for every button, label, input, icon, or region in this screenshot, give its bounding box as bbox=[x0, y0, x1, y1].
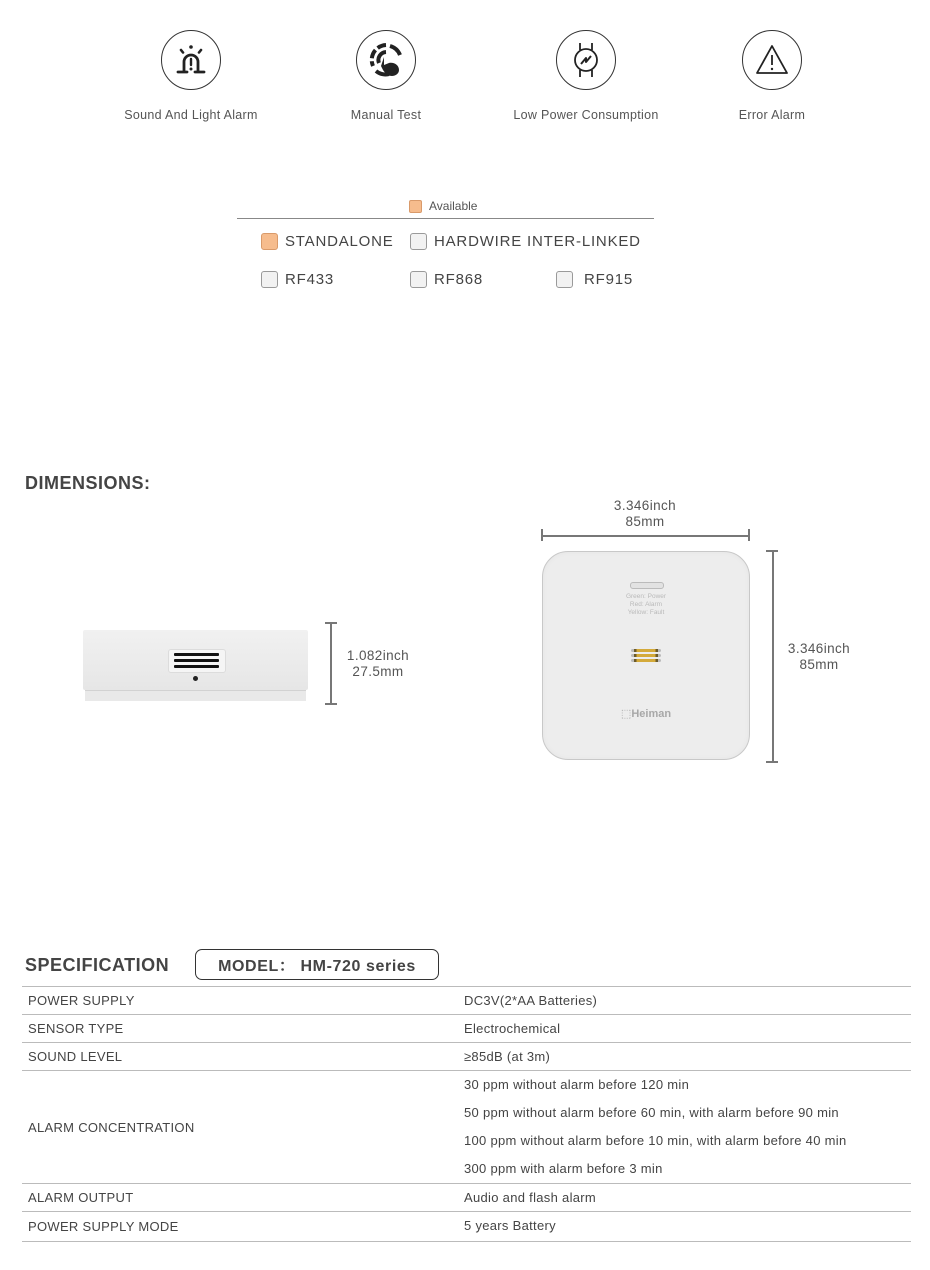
height-dimension-label: 1.082inch 27.5mm bbox=[346, 648, 410, 679]
feature-sound-light-alarm bbox=[91, 30, 291, 122]
speaker-grille bbox=[168, 649, 226, 673]
table-row bbox=[22, 1015, 911, 1043]
availability-legend bbox=[409, 199, 477, 213]
depth-dimension-line bbox=[772, 550, 774, 762]
divider bbox=[237, 218, 654, 219]
spec-value: DC3V(2*AA Batteries) bbox=[464, 993, 598, 1008]
checkbox-unavailable bbox=[556, 271, 573, 288]
spec-key: ALARM CONCENTRATION bbox=[28, 1119, 195, 1135]
table-row bbox=[22, 1071, 911, 1184]
vent-slot bbox=[631, 659, 661, 662]
touch-test-icon bbox=[356, 30, 416, 90]
feature-label: Sound And Light Alarm bbox=[124, 108, 258, 122]
option-label: RF868 bbox=[434, 271, 484, 288]
feature-manual-test bbox=[286, 30, 486, 122]
spec-value: Electrochemical bbox=[464, 1021, 561, 1036]
led-legend: Green: Power Red: Alarm Yellow: Fault bbox=[625, 593, 667, 616]
option-rf868 bbox=[410, 271, 483, 288]
width-dimension-line bbox=[541, 535, 749, 537]
option-label: RF915 bbox=[584, 271, 634, 288]
width-dimension-label: 3.346inch 85mm bbox=[613, 498, 677, 529]
led-indicator bbox=[630, 582, 664, 589]
vent-slot bbox=[631, 649, 661, 652]
specification-title: SPECIFICATION bbox=[25, 955, 170, 975]
table-row bbox=[22, 987, 911, 1015]
feature-error-alarm bbox=[672, 30, 872, 122]
dimensions-title: DIMENSIONS: bbox=[25, 473, 151, 493]
table-row bbox=[22, 1043, 911, 1071]
depth-dimension-label: 3.346inch 85mm bbox=[787, 641, 851, 672]
test-hole bbox=[193, 676, 198, 681]
model-badge: MODEL： HM-720 series bbox=[195, 949, 439, 980]
spec-value: 30 ppm without alarm before 120 min 50 ppm without alarm before 60 min, with alarm before 90 min 100 ppm without alarm before 10 min, with alarm before 40 min 300 ppm with alarm before 3 min bbox=[464, 1077, 847, 1176]
brand-logo: ⬚Heiman bbox=[620, 708, 672, 720]
device-top-view bbox=[542, 551, 750, 760]
option-label: RF433 bbox=[285, 271, 335, 288]
spec-key: POWER SUPPLY bbox=[28, 993, 135, 1008]
feature-low-power bbox=[486, 30, 686, 122]
spec-key: SENSOR TYPE bbox=[28, 1021, 124, 1036]
feature-label: Error Alarm bbox=[738, 108, 806, 122]
checkbox-available bbox=[261, 233, 278, 250]
available-swatch bbox=[409, 200, 422, 213]
vent-slot bbox=[631, 654, 661, 657]
height-dimension-line bbox=[330, 622, 332, 704]
alarm-light-icon bbox=[161, 30, 221, 90]
table-row bbox=[22, 1212, 911, 1242]
option-rf433 bbox=[261, 271, 334, 288]
feature-label: Low Power Consumption bbox=[513, 108, 659, 122]
low-power-watch-icon bbox=[556, 30, 616, 90]
warning-triangle-icon bbox=[742, 30, 802, 90]
feature-label: Manual Test bbox=[350, 108, 422, 122]
option-label: HARDWIRE INTER-LINKED bbox=[434, 233, 641, 250]
specification-table bbox=[22, 986, 911, 1242]
option-standalone bbox=[261, 233, 394, 250]
spec-value: 5 years Battery bbox=[464, 1218, 556, 1233]
spec-key: ALARM OUTPUT bbox=[28, 1190, 134, 1205]
device-side-view bbox=[83, 630, 308, 702]
available-label: Available bbox=[429, 199, 478, 213]
table-row bbox=[22, 1184, 911, 1212]
option-rf915 bbox=[556, 271, 633, 288]
spec-key: SOUND LEVEL bbox=[28, 1049, 123, 1064]
option-hardwire-interlinked bbox=[410, 233, 641, 250]
option-label: STANDALONE bbox=[285, 233, 394, 250]
spec-key: POWER SUPPLY MODE bbox=[28, 1219, 179, 1234]
spec-value: ≥85dB (at 3m) bbox=[464, 1049, 551, 1064]
checkbox-unavailable bbox=[410, 271, 427, 288]
checkbox-unavailable bbox=[261, 271, 278, 288]
spec-value: Audio and flash alarm bbox=[464, 1190, 597, 1205]
checkbox-unavailable bbox=[410, 233, 427, 250]
